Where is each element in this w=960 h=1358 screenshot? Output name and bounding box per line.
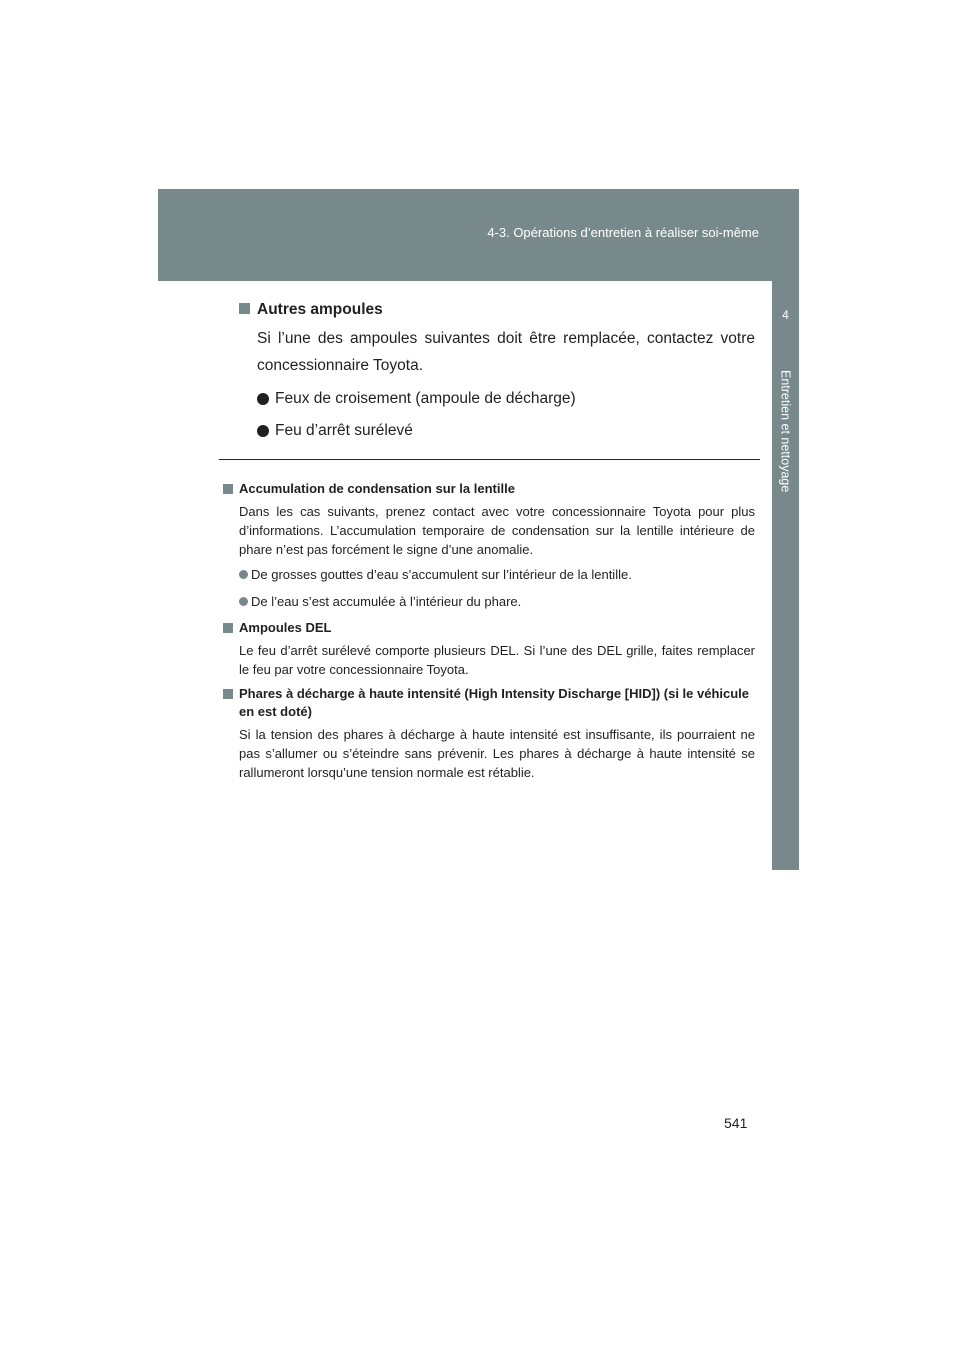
main-content (239, 301, 755, 441)
note-list-item (239, 565, 755, 584)
main-list-item-text: Feux de croisement (ampoule de décharge) (275, 390, 576, 407)
note-heading (223, 480, 755, 498)
chapter-title-tab (772, 350, 799, 870)
main-heading (239, 301, 755, 319)
main-list-item (257, 389, 755, 409)
note-list-item (239, 592, 755, 611)
page-number: 541 (724, 1115, 748, 1131)
round-bullet-icon (239, 570, 248, 579)
chapter-number: 4 (782, 308, 789, 322)
chapter-number-tab (772, 281, 799, 350)
note-list-item-text: De l’eau s’est accumulée à l’intérieur du phare. (251, 594, 522, 609)
section-divider (219, 459, 760, 460)
note-list-item-text: De grosses gouttes d’eau s’accumulent sur l’intérieur de la lentille. (251, 567, 632, 582)
note-heading-text: Ampoules DEL (239, 620, 332, 635)
square-bullet-icon (223, 689, 233, 699)
note-paragraph: Si la tension des phares à décharge à haute intensité est insuffisante, ils pourraient ne pas s’allumer ou s’éteindre sans prévenir. Les phares à décharge à haute intensité se rallumeront lorsqu’une tension normale est rétablie. (239, 727, 755, 780)
note-paragraph: Dans les cas suivants, prenez contact avec votre concessionnaire Toyota pour plus d’informations. L’accumulation temporaire de condensation sur la lentille intérieure de phare n’est pas forcément le signe d’une anomalie. (239, 504, 755, 557)
square-bullet-icon (239, 303, 250, 314)
chapter-title: Entretien et nettoyage (778, 370, 793, 493)
round-bullet-icon (257, 425, 269, 437)
note-heading-text: Phares à décharge à haute intensité (High Intensity Discharge [HID]) (si le véhicule en est doté) (239, 686, 750, 719)
round-bullet-icon (239, 597, 248, 606)
notes-section (223, 480, 755, 788)
note-paragraph: Le feu d’arrêt surélevé comporte plusieurs DEL. Si l’une des DEL grille, faites remplacer le feu par votre concessionnaire Toyota. (239, 643, 755, 677)
main-list-item (257, 421, 755, 441)
section-title: 4-3. Opérations d’entretien à réaliser soi-même (487, 225, 759, 240)
note-heading-text: Accumulation de condensation sur la lentille (239, 481, 515, 496)
square-bullet-icon (223, 623, 233, 633)
main-list-item-text: Feu d’arrêt surélevé (275, 422, 413, 439)
main-heading-text: Autres ampoules (257, 301, 383, 318)
round-bullet-icon (257, 393, 269, 405)
note-heading (223, 685, 755, 721)
main-paragraph: Si l’une des ampoules suivantes doit être remplacée, contactez votre concessionnaire Toyota. (257, 330, 755, 374)
header-band (158, 189, 799, 281)
square-bullet-icon (223, 484, 233, 494)
note-heading (223, 619, 755, 637)
